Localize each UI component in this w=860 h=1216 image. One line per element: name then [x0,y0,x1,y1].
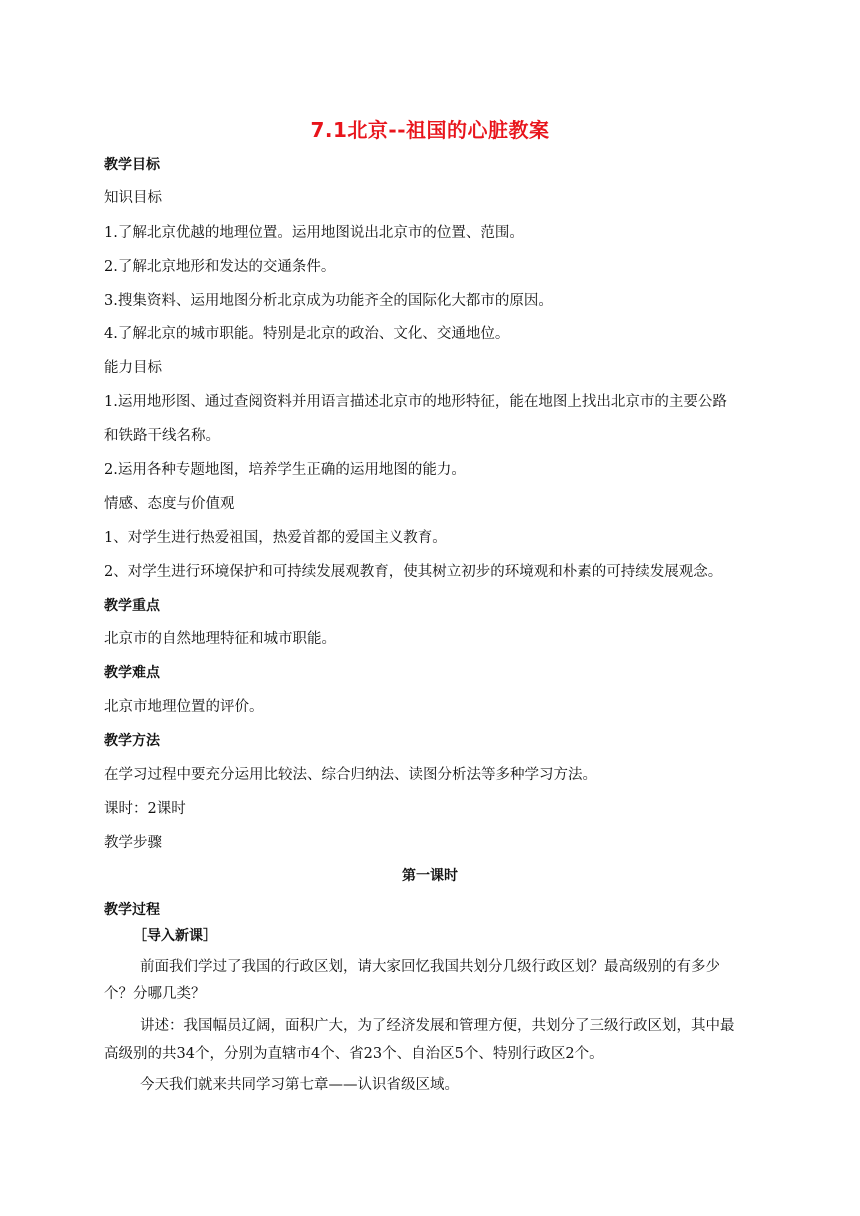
process-line-2: 个？分哪几类？ [104,986,206,1002]
attitude-goal-1: 1、对学生进行热爱祖国，热爱首都的爱国主义教育。 [104,530,447,546]
document-title: 7.1北京--祖国的心脏教案 [310,118,550,142]
knowledge-goal-2: 2.了解北京地形和发达的交通条件。 [104,259,336,275]
knowledge-goal-1: 1.了解北京优越的地理位置。运用地图说出北京市的位置、范围。 [104,225,524,241]
process-line-3: 讲述：我国幅员辽阔，面积广大，为了经济发展和管理方便，共划分了三级行政区划，其中最 [140,1018,735,1034]
heading-process: 教学过程 [104,902,160,918]
class-hours: 课时：2课时 [104,801,186,817]
heading-methods: 教学方法 [104,733,160,749]
process-line-4: 高级别的共34个，分别为直辖市4个、省23个、自治区5个、特别行政区2个。 [104,1046,604,1062]
attitude-goal-2: 2、对学生进行环境保护和可持续发展观教育，使其树立初步的环境观和朴素的可持续发展观念。 [104,564,723,580]
ability-goal-1b: 和铁路干线名称。 [104,428,220,444]
process-line-5: 今天我们就来共同学习第七章——认识省级区域。 [140,1077,459,1093]
attitude-label: 情感、态度与价值观 [104,496,235,512]
process-line-1: 前面我们学过了我国的行政区划，请大家回忆我国共划分几级行政区划？最高级别的有多少 [140,959,720,975]
heading-difficulties: 教学难点 [104,665,160,681]
key-points-text: 北京市的自然地理特征和城市职能。 [104,631,336,647]
ability-goal-2: 2.运用各种专题地图，培养学生正确的运用地图的能力。 [104,462,466,478]
knowledge-goal-4: 4.了解北京的城市职能。特别是北京的政治、文化、交通地位。 [104,326,510,342]
knowledge-goal-3: 3.搜集资料、运用地图分析北京成为功能齐全的国际化大都市的原因。 [104,293,553,309]
difficulties-text: 北京市地理位置的评价。 [104,699,264,715]
methods-text: 在学习过程中要充分运用比较法、综合归纳法、读图分析法等多种学习方法。 [104,767,597,783]
knowledge-goals-label: 知识目标 [104,190,162,206]
heading-objectives: 教学目标 [104,157,160,173]
steps-label: 教学步骤 [104,835,162,851]
lesson-one-heading: 第一课时 [402,868,458,884]
ability-goals-label: 能力目标 [104,360,162,376]
intro-label: ［导入新课］ [133,928,217,944]
heading-key-points: 教学重点 [104,598,160,614]
ability-goal-1a: 1.运用地形图、通过查阅资料并用语言描述北京市的地形特征，能在地图上找出北京市的主要公路 [104,394,727,410]
